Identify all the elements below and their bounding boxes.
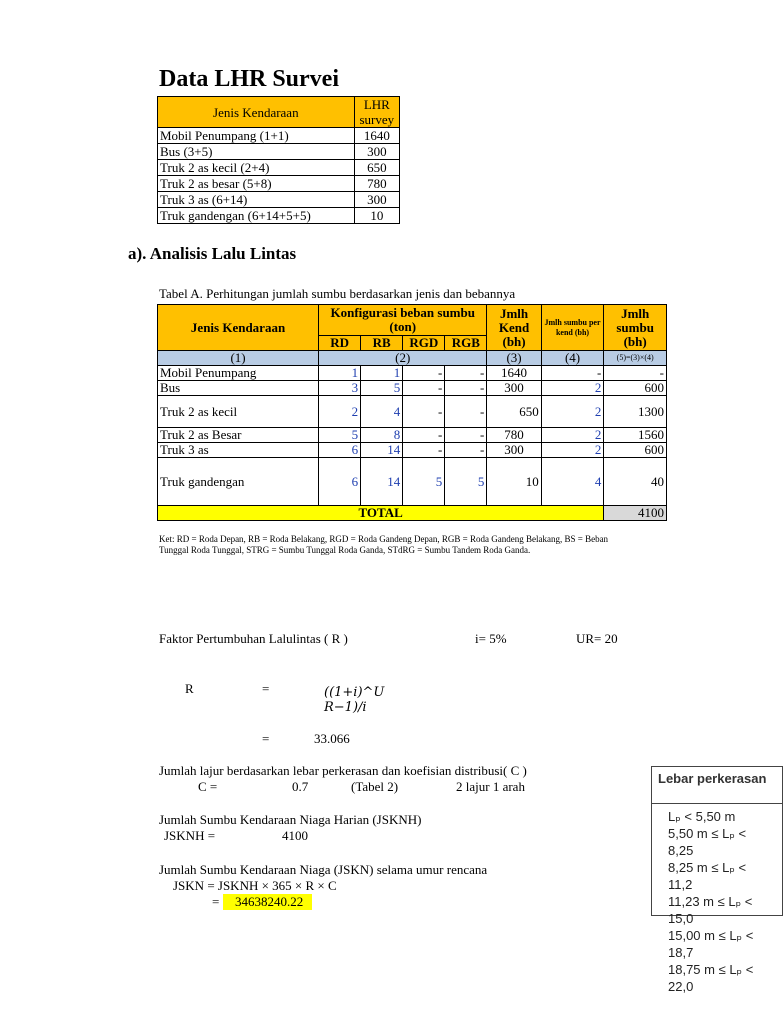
table-cell: Truk 3 as [158, 443, 319, 458]
table-cell: 1640 [487, 366, 541, 381]
table-caption: Tabel A. Perhitungan jumlah sumbu berdasarkan jenis dan bebannya [159, 286, 516, 301]
table-row [158, 396, 667, 428]
table-cell: - [403, 428, 445, 443]
total-label: TOTAL [158, 506, 604, 521]
r-formula [324, 685, 384, 715]
table-row [158, 366, 667, 381]
c-label: C = [198, 779, 218, 794]
lhr-header-jenis: Jenis Kendaraan [158, 97, 355, 128]
table-cell: Truk gandengan [158, 458, 319, 506]
growth-label: Faktor Pertumbuhan Lalulintas ( R ) [159, 631, 348, 646]
note-line: Ket: RD = Roda Depan, RB = Roda Belakang, RGD = Roda Gandeng Depan, RGB = Roda Gandeng Belakang, BS = Beban [159, 534, 609, 544]
header-jmlh-sumbu: Jmlh sumbu (bh) [604, 305, 667, 351]
header-rb: RB [361, 336, 403, 351]
header-sumbu-per-kend: Jmlh sumbu per kend (bh) [541, 305, 604, 351]
table-cell: - [445, 366, 487, 381]
lebar-row: 18,75 m ≤ Lₚ < 22,0 [668, 962, 754, 994]
jskn-equals: = [212, 894, 220, 909]
lhr-table [157, 96, 400, 224]
axle-table [157, 304, 667, 521]
table-cell: 2 [541, 381, 604, 396]
table-cell: 1640 [354, 128, 399, 144]
table-cell: - [403, 396, 445, 428]
r-equals-2: = [262, 731, 270, 746]
table-cell: 14 [361, 443, 403, 458]
jskn-value: 34638240.22 [223, 894, 312, 910]
table-cell: 1560 [604, 428, 667, 443]
table-row [158, 192, 400, 208]
header-jmlh-kend: Jmlh Kend (bh) [487, 305, 541, 351]
table-cell: 2 [319, 396, 361, 428]
table-cell: - [541, 366, 604, 381]
table-row [158, 443, 667, 458]
table-cell: 600 [604, 443, 667, 458]
growth-i: i= 5% [475, 631, 507, 646]
jsknh-name: JSKNH = [164, 828, 216, 843]
table-cell: 650 [487, 396, 541, 428]
table-cell: Truk gandengan (6+14+5+5) [158, 208, 355, 224]
formula-line: 𝑅−1)/𝑖 [324, 700, 367, 715]
table-cell: 5 [403, 458, 445, 506]
table-cell: Mobil Penumpang (1+1) [158, 128, 355, 144]
lebar-row: 15,00 m ≤ Lₚ < 18,7 [668, 928, 754, 960]
total-value: 4100 [604, 506, 667, 521]
table-cell: - [445, 381, 487, 396]
table-cell: 5 [319, 428, 361, 443]
table-cell: 4 [361, 396, 403, 428]
table-cell: 6 [319, 458, 361, 506]
table-row [158, 458, 667, 506]
col-number: (3) [487, 351, 541, 366]
table-cell: - [403, 443, 445, 458]
table-note [159, 534, 608, 556]
table-cell: 2 [541, 443, 604, 458]
r-label: R [185, 681, 194, 696]
table-row [158, 128, 400, 144]
jskn-formula: JSKN = JSKNH × 365 × R × C [173, 878, 337, 893]
header-konfigurasi: Konfigurasi beban sumbu (ton) [319, 305, 487, 336]
table-cell: 1 [361, 366, 403, 381]
header-rd: RD [319, 336, 361, 351]
jsknh-value: 4100 [282, 828, 308, 843]
table-cell: - [403, 381, 445, 396]
r-equals: = [262, 681, 270, 696]
table-row [158, 428, 667, 443]
table-cell: 300 [487, 381, 541, 396]
c-value: 0.7 [292, 779, 309, 794]
table-cell: 650 [354, 160, 399, 176]
section-heading: a). Analisis Lalu Lintas [128, 244, 297, 263]
growth-ur: UR= 20 [576, 631, 618, 646]
lebar-row: 11,23 m ≤ Lₚ < 15,0 [668, 894, 753, 926]
table-cell: 5 [361, 381, 403, 396]
lebar-perkerasan-table [651, 766, 783, 994]
table-cell: Truk 2 as kecil (2+4) [158, 160, 355, 176]
table-cell: 3 [319, 381, 361, 396]
jsknh-label: Jumlah Sumbu Kendaraan Niaga Harian (JSKNH) [159, 812, 422, 827]
table-cell: 4 [541, 458, 604, 506]
table-cell: Mobil Penumpang [158, 366, 319, 381]
table-cell: Truk 2 as besar (5+8) [158, 176, 355, 192]
table-row [158, 144, 400, 160]
table-cell: - [604, 366, 667, 381]
header-jenis: Jenis Kendaraan [158, 305, 319, 351]
lhr-header-survey: LHR survey [354, 97, 399, 128]
table-cell: 6 [319, 443, 361, 458]
table-cell: - [403, 366, 445, 381]
lebar-row: 5,50 m ≤ Lₚ < 8,25 [668, 826, 747, 858]
table-cell: 14 [361, 458, 403, 506]
total-row [158, 506, 667, 521]
page-title: Data LHR Survei [159, 66, 339, 92]
table-cell: 300 [487, 443, 541, 458]
table-row [158, 381, 667, 396]
table-row [158, 208, 400, 224]
note-line: Tunggal Roda Tunggal, STRG = Sumbu Tunggal Roda Ganda, STdRG = Sumbu Tandem Roda Ganda. [159, 545, 531, 555]
table-cell: 600 [604, 381, 667, 396]
lebar-header: Lebar perkerasan [652, 767, 782, 804]
table-cell: Bus [158, 381, 319, 396]
table-cell: 300 [354, 192, 399, 208]
table-cell: 10 [354, 208, 399, 224]
table-cell: 10 [487, 458, 541, 506]
header-rgb: RGB [445, 336, 487, 351]
table-cell: Truk 2 as Besar [158, 428, 319, 443]
table-cell: Bus (3+5) [158, 144, 355, 160]
col-number: (5)=(3)×(4) [604, 351, 667, 366]
table-cell: 8 [361, 428, 403, 443]
table-cell: - [445, 396, 487, 428]
table-cell: 2 [541, 428, 604, 443]
formula-line: ((1+𝑖)^𝑈 [324, 685, 385, 700]
table-cell: 780 [354, 176, 399, 192]
lebar-row: 8,25 m ≤ Lₚ < 11,2 [668, 860, 747, 892]
table-cell: 1 [319, 366, 361, 381]
lajur-value: 2 lajur 1 arah [456, 779, 525, 794]
table-cell: 40 [604, 458, 667, 506]
col-number: (1) [158, 351, 319, 366]
table-cell: Truk 3 as (6+14) [158, 192, 355, 208]
jskn-label: Jumlah Sumbu Kendaraan Niaga (JSKN) selama umur rencana [159, 862, 488, 877]
table-cell: 300 [354, 144, 399, 160]
lajur-label: Jumlah lajur berdasarkan lebar perkerasan dan koefisian distribusi( C ) [159, 763, 527, 778]
table-cell: 1300 [604, 396, 667, 428]
tabel-ref: (Tabel 2) [351, 779, 399, 794]
table-row [158, 176, 400, 192]
table-cell: - [445, 443, 487, 458]
col-number: (2) [319, 351, 487, 366]
header-rgd: RGD [403, 336, 445, 351]
table-row [158, 160, 400, 176]
r-result: 33.066 [314, 731, 350, 746]
table-cell: Truk 2 as kecil [158, 396, 319, 428]
table-cell: 5 [445, 458, 487, 506]
table-cell: 780 [487, 428, 541, 443]
col-number: (4) [541, 351, 604, 366]
table-cell: 2 [541, 396, 604, 428]
lebar-row: Lₚ < 5,50 m [668, 809, 736, 824]
table-cell: - [445, 428, 487, 443]
